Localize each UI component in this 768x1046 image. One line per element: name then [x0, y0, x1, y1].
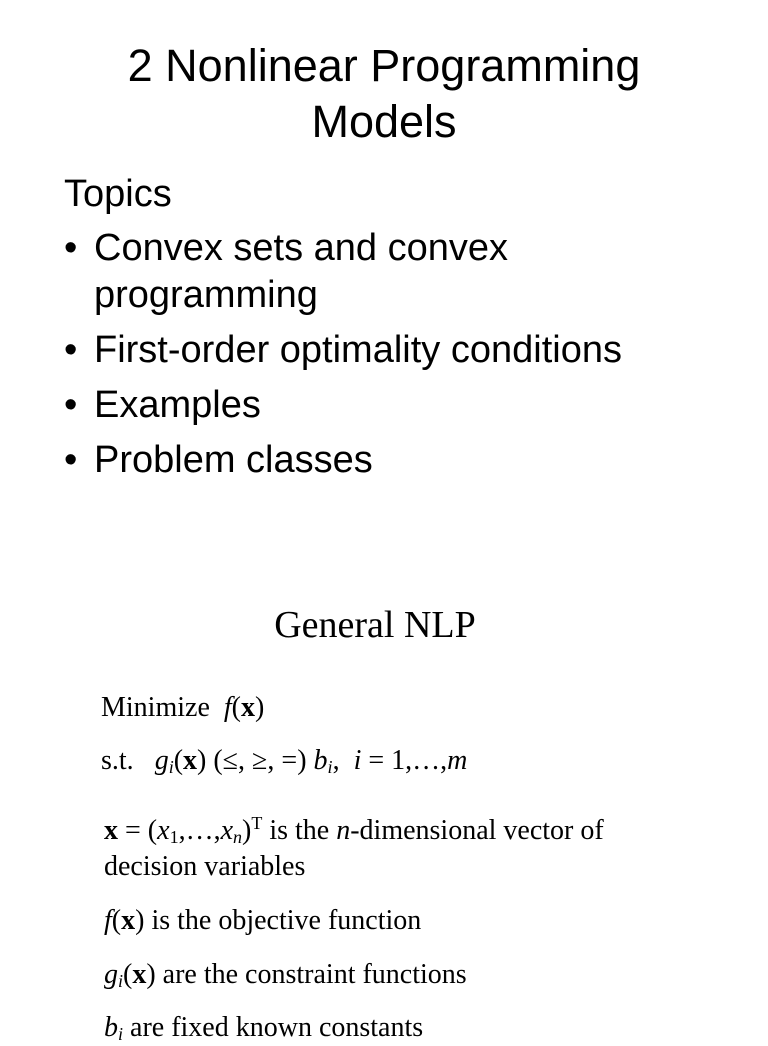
vector-def-text2: -dimensional vector of decision variables — [104, 815, 604, 882]
bullet-dot: • — [64, 439, 78, 481]
i-sub: i — [168, 757, 174, 777]
n-sub: n — [233, 827, 242, 847]
g-symbol: g — [154, 745, 169, 776]
i-sub: i — [327, 757, 333, 777]
list-item — [64, 225, 654, 319]
title-line-1: 2 Nonlinear Programming — [127, 40, 641, 91]
x-symbol: x — [104, 815, 118, 846]
objective-line: Minimize f(x) — [101, 692, 265, 723]
i-sub: i — [118, 971, 124, 991]
bullet-dot: • — [64, 329, 78, 371]
minimize-word: Minimize — [101, 692, 210, 723]
title-line-2: Models — [311, 96, 457, 147]
bullet-dot: • — [64, 227, 78, 269]
x-italic: x — [157, 815, 170, 846]
i-symbol: i — [353, 745, 362, 776]
g-symbol: g — [104, 959, 118, 990]
slide-title — [0, 38, 768, 150]
vector-def-text1: is the — [269, 815, 330, 846]
topics-list — [64, 225, 654, 492]
list-item-text: Examples — [94, 384, 261, 426]
objective-text: is the objective function — [151, 905, 422, 936]
list-item — [64, 327, 654, 374]
transpose-sup: T — [251, 813, 263, 833]
bullet-dot: • — [64, 384, 78, 426]
i-sub: i — [118, 1024, 124, 1044]
x-symbol: x — [121, 905, 136, 936]
x-symbol: x — [183, 745, 198, 776]
list-item-text: Problem classes — [94, 439, 373, 481]
n-symbol: n — [336, 815, 351, 846]
st-word: s.t. — [101, 745, 134, 776]
constraint-text: are the constraint functions — [162, 959, 467, 990]
general-nlp-title: General NLP — [274, 604, 476, 646]
b-symbol: b — [313, 745, 328, 776]
list-item — [64, 382, 654, 429]
b-symbol: b — [104, 1012, 118, 1043]
index-range: = 1,…, — [368, 745, 448, 776]
slide-2 — [0, 540, 768, 1044]
constraint-line: s.t. $g_i(x)$ (≤, ≥, =) $b_i$, i = 1,…,m — [101, 745, 468, 777]
m-symbol: m — [447, 745, 468, 776]
vector-eq: = ( — [125, 815, 158, 846]
x-symbol: x — [240, 692, 255, 723]
f-symbol: f — [223, 692, 232, 723]
list-item-text: First-order optimality conditions — [94, 329, 622, 371]
b-text: are fixed known constants — [130, 1012, 424, 1043]
x1-sub: 1 — [169, 827, 179, 847]
vector-definition: $x = (x_1,\dots,x_n)^T$ is the n-dimensional vector of decision variables — [104, 813, 604, 882]
f-symbol: f — [104, 905, 112, 936]
objective-definition: f(x) is the objective function — [104, 905, 422, 936]
x-symbol: x — [132, 959, 147, 990]
list-item — [64, 437, 654, 484]
relation-symbols: (≤, ≥, =) — [213, 745, 307, 776]
constraint-definition: $g_i(x)$ are the constraint functions — [104, 959, 467, 991]
b-definition — [104, 1010, 423, 1046]
topics-label: Topics — [64, 173, 172, 215]
x-italic: x — [220, 815, 233, 846]
ellipsis: ,…, — [178, 815, 221, 846]
list-item-text: Convex sets and convex programming — [94, 227, 509, 316]
